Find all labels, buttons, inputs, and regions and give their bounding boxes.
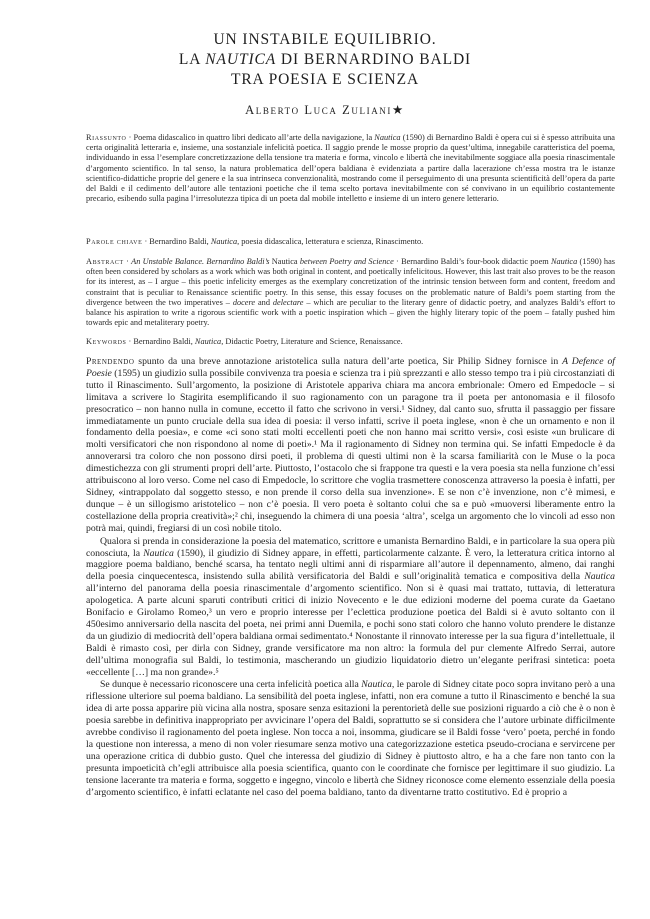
body-p3-text-a: Se dunque è necessario riconoscere una certa infelicità poetica alla <box>100 679 362 691</box>
abstract-text-1: · <box>123 257 132 266</box>
body-p2-text-c: all’interno del panorama della poesia rinascimentale d’argomento scientifico. Non si è quasi mai trattato, tuttavia, di letteratura apologetica. A parte alcuni sparuti contributi critici di inizio Novecento e le due edizioni moderne del poema curate da Gaetano Bonifacio e Girolamo Romeo,³ un vero e proprio interesse per l’eclettica produzione poetica del Baldi si è avuto soltanto con il 450esimo anniversario della nascita del poeta, nei primi anni Duemila, e pochi sono stati coloro che hanno voluto prendere le distanze da un giudizio di mediocrità dell’opera baldiana ormai sedimentato.⁴ Nonostante il rinnovato interesse per la sua figura d’intellettuale, il Baldi è rimasto così, per dirla con Sidney, grande versificatore ma non altro: la formula del pur clemente Alfredo Serrai, autore dell’ultima monografia sul Baldi, lo testimonia, mascherando un giudizio liquidatorio dietro un’elegante perifrasi sintetica: poeta «eccellente […] ma non grande».⁵ <box>86 583 615 678</box>
title-line-2-pre: LA <box>178 51 206 68</box>
body-p3-text-b: , le parole di Sidney citate poco sopra invitano però a una riflessione ulteriore sul poema baldiano. La sensibilità del poeta inglese, infatti, non era comune a tutto il Rinascimento e benché la sua idea di arte possa apparire più vicina alla nostra, sposare senza esitazioni la perentorietà delle sue posizioni riguardo a ciò che è o non è poesia sarebbe in definitiva inappropriato per avvicinare l’opera del Baldi, soprattutto se si considera che l’autore urbinate difficilmente avrebbe condiviso il ragionamento del poeta inglese. Non tocca a noi, insomma, giudicare se il Baldi fosse ‘vero’ poeta, perché in fondo la questione non interessa, a meno di non voler riesumare senza motivo una categorizzazione estetica pseudo-crociana e servircene per una operazione critica di dubbio gusto. Quel che interessa del giudizio di Sidney è piuttosto altro, e ha a che fare non tanto con la presunta impoeticità ch’egli attribuisce alla poesia scientifica, quanto con le coordinate che fornisce per legittimare il suo giudizio. La tensione lacerante tra materia e forma, soggetto e ingegno, vincolo e libertà che Sidney riconosce come elemento essenziale della poesia d’argomento scientifico, è infatti eclatante nel caso del poema baldiano, tanto da diventarne tratto costitutivo. Ed è proprio a <box>86 679 615 798</box>
keywords-label: Keywords <box>86 337 127 346</box>
body-paragraph-3 <box>86 679 615 798</box>
abstract-italic-2: between Poetry and Science <box>299 257 394 266</box>
riassunto-text-1: · Poema didascalico in quattro libri dedicato all’arte della navigazione, la <box>126 133 375 142</box>
abstract-text-4: (1590) has often been considered by scholars as a work which was both original in content, and poetically infelicitous. However, this last trait also proves to be the reason for its interest, as – I argue – this poetic infelicity emerges as the exemplary concretization of the intrinsic tension between form and content, freedom and constraint that is peculiar to Renaissance scientific poetry. In this sense, this essay focuses on the problematic nature of Baldi’s poem starting from the divergence between the two imperatives – <box>86 257 615 307</box>
article-title-block <box>0 30 650 118</box>
body-p2-text-a: Qualora si prenda in considerazione la poesia del matematico, scrittore e umanista Bernardino Baldi, e in particolare la sua opera più conosciuta, la <box>86 535 615 559</box>
body-p2-italic: Nautica <box>143 547 174 559</box>
parole-chiave-label: Parole chiave <box>86 237 143 246</box>
body-p2-text-b: (1590), il giudizio di Sidney appare, in effetti, particolarmente calzante. È vero, la letteratura critica intorno al maggiore poema baldiano, benché scarsa, ha tentato negli ultimi anni di risparmiare all’autore il depennamento, almeno, dai ranghi della poesia cinquecentesca, insistendo sulla abilità versificatoria del Baldi e sull’originalità tematica e compositiva della <box>86 547 615 583</box>
parole-chiave-italic: Nautica <box>210 237 238 246</box>
abstract-italic-3: Nautica <box>550 257 578 266</box>
title-line-2-post: DI BERNARDINO BALDI <box>276 51 472 68</box>
abstract-text-3: · Bernardino Baldi’s four-book didactic poem <box>393 257 551 266</box>
parole-chiave-text-1: · Bernardino Baldi, <box>142 237 211 246</box>
body-p1-text-b: (1595) un giudizio sulla possibile convivenza tra poesia e scienza tra i più sprezzanti e allo stesso tempo tra i più circostanziati di tutto il Rinascimento. Sull’argomento, la posizione di Aristotele appariva chiara ma ancora embrionale: Omero ed Empedocle – si limitava a scrivere lo Stagirita esemplificando il suo ragionamento con un paragone tra il poeta per antonomasia e il filosofo presocratico – non hanno nulla in comune, eccetto il fatto che scrivono in versi.¹ Sidney, dal canto suo, sfrutta il passaggio per fissare immediatamente un punto cruciale della sua idea di poesia: il verso infatti, scrive il poeta inglese, «non è che un ornamento e non il fondamento della poesia», e come «ci sono stati molti eccellenti poeti che non hanno mai scritto versi», così esiste «un brulicare di molti versificatori che non rispondono al nome di poeti».¹ Ma il ragionamento di Sidney non termina qui. Se infatti Empedocle è da annoverarsi tra coloro che non possono dirsi poeti, il problema di questi ultimi non è la scarsa familiarità con le Muse o la poca dimestichezza con gli strumenti propri dell’arte. Piuttosto, l’ostacolo che si frappone tra questi e la vera poesia sta nella funzione ch’essi attribuiscono al loro verso. Come nel caso di Empedocle, lo scrittore che voglia trasmettere conoscenza attraverso la poesia è infatti, per Sidney, «intrappolato dal soggetto stesso, e non prende il corso della sua invenzione». E se non c’è invenzione, non c’è mimesi, e dunque – è un sillogismo aristotelico – non c’è poesia. Il vero poeta è soltanto colui che sa e può «muoversi liberamente entro la costellazione della propria creatività»;² chi, inseguendo la chimera di una poesia ‘altra’, scelga un argomento che lo vincoli ad esso non potrà mai, quindi, fregiarsi di un così nobile titolo. <box>86 367 615 534</box>
body-p1-text-a: spunto da una breve annotazione aristotelica sulla natura dell’arte poetica, Sir Philip Sidney fornisce in <box>134 356 563 367</box>
abstract-italic-1: An Unstable Balance. Bernardino Baldi’s <box>131 257 270 266</box>
abstract-label: Abstract <box>86 257 124 266</box>
abstract-paragraph <box>86 257 615 328</box>
title-line-1: UN INSTABILE EQUILIBRIO. <box>213 31 437 48</box>
abstract-text-6: – which are peculiar to the literary genre of didactic poetry, and analyzes Baldi’s effort to balance his aspiration to write a rigorous scientific work with a poetic inspiration which – given the highly literary topic of the poem – fatally pushed him towards epic and metaliterary poetry. <box>86 297 615 328</box>
abstract-text-2: Nautica <box>269 257 300 266</box>
keywords-text-1: · Bernardino Baldi, <box>126 337 195 346</box>
body-p3-italic: Nautica <box>361 679 392 691</box>
keywords-text-2: , Didactic Poetry, Literature and Science, Renaissance. <box>221 337 403 346</box>
abstract-text-5: and <box>255 297 273 307</box>
keywords-paragraph <box>86 337 615 347</box>
body-paragraph-2 <box>86 536 615 679</box>
riassunto-italic-1: Nautica <box>374 133 401 142</box>
riassunto-label: Riassunto <box>86 133 127 142</box>
riassunto-paragraph <box>86 133 615 204</box>
body-p2-italic-2: Nautica <box>584 571 615 583</box>
author-name: Alberto Luca Zuliani★ <box>245 103 405 117</box>
riassunto-text-2: (1590) di Bernardino Baldi è opera cui si è spesso attribuita una certa originalità letteraria e, insieme, una sostanziale infelicità poetica. Il saggio prende le mosse proprio da quest’ultima, innegabile caratteristica del poema, individuando in essa l’esemplare concretizzazione della tensione tra materia e forma, vincolo e libertà che inevitabilmente soggiace alla poesia rinascimentale d’argomento scientifico. In tal senso, la natura problematica dell’opera baldiana è evidenziata a partire dalla lacerazione ch’essa mostra tra le istanze scientifico-didattiche proprie del genere e la sua intrinseca convenzionalità, mostrando come il perseguimento di una presunta scientificità dell’opera da parte del Baldi e il cedimento dell’autore alle tentazioni poetiche che il tema scelto portava inevitabilmente con sé convivano in un equilibrio costantemente precario, esibendo sulla pagina l’irresolutezza tipica di un poeta dal mobile intelletto e insieme di un intero genere letterario. <box>86 133 615 204</box>
abstract-italic-5: delectare <box>272 297 304 307</box>
title-line-3: TRA POESIA E SCIENZA <box>230 71 420 88</box>
parole-chiave-text-2: , poesia didascalica, letteratura e scienza, Rinascimento. <box>237 237 424 246</box>
abstract-italic-4: docere <box>232 297 256 307</box>
body-paragraph-1 <box>86 356 615 535</box>
title-italic-nautica: NAUTICA <box>205 51 277 68</box>
parole-chiave-paragraph <box>86 237 615 247</box>
article-body <box>86 356 615 800</box>
title-line-2 <box>0 50 650 70</box>
keywords-italic: Nautica <box>194 337 222 346</box>
body-p1-italic: A Defence of Poesie <box>86 356 615 379</box>
body-lead-word: Prendendo <box>86 356 135 367</box>
